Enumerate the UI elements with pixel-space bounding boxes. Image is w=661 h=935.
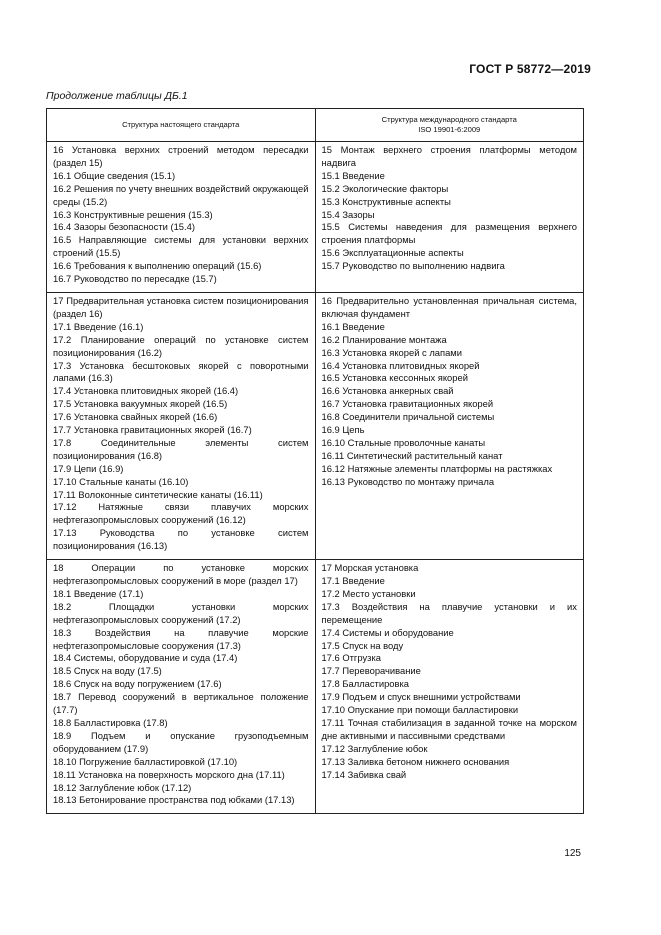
section-item: 16.2 Планирование монтажа xyxy=(321,333,447,345)
section-item: 17.9 Цепи (16.9) xyxy=(53,462,124,474)
section-item: 15.6 Эксплуатационные аспекты xyxy=(321,247,464,259)
section-item: 18.10 Погружение балластировкой (17.10) xyxy=(53,755,238,767)
section-item: 17.1 Введение (16.1) xyxy=(53,320,144,332)
section-item: 15.4 Зазоры xyxy=(321,208,375,220)
section-item: 16.5 Установка кессонных якорей xyxy=(321,372,468,384)
section-item: 16.1 Введение xyxy=(321,320,385,332)
section-item: 17.5 Установка вакуумных якорей (16.5) xyxy=(53,398,228,410)
iso-standard-cell xyxy=(315,560,584,814)
table-row xyxy=(47,292,584,559)
col1-header: Структура настоящего стандарта xyxy=(47,109,316,142)
section-item: 16.6 Установка анкерных свай xyxy=(321,385,454,397)
page-number: 125 xyxy=(564,848,581,859)
standard-code: ГОСТ Р 58772—2019 xyxy=(469,62,591,76)
section-title: 16 Установка верхних строений методом пересадки (раздел 15) xyxy=(53,144,309,168)
section-item: 16.12 Натяжные элементы платформы на растяжках xyxy=(321,462,553,474)
section-item: 18.6 Спуск на воду погружением (17.6) xyxy=(53,678,222,690)
section-item: 18.7 Перевод сооружений в вертикальное положение (17.7) xyxy=(53,691,309,716)
section-item: 17.7 Установка гравитационных якорей (16.7) xyxy=(53,424,252,436)
section-item: 17.4 Установка плитовидных якорей (16.4) xyxy=(53,385,239,397)
section-item: 17.10 Стальные канаты (16.10) xyxy=(53,475,189,487)
table-body xyxy=(47,142,584,814)
section-item: 15.2 Экологические факторы xyxy=(321,182,449,194)
section-item: 17.14 Забивка свай xyxy=(321,768,407,780)
section-item: 17.9 Подъем и спуск внешними устройствами xyxy=(321,691,521,703)
current-standard-cell xyxy=(47,292,316,559)
section-item: 16.6 Требования к выполнению операций (15.6) xyxy=(53,260,262,272)
section-item: 18.5 Спуск на воду (17.5) xyxy=(53,665,162,677)
section-item: 17.13 Заливка бетоном нижнего основания xyxy=(321,755,510,767)
section-item: 18.8 Балластировка (17.8) xyxy=(53,716,168,728)
section-item: 17.4 Системы и оборудование xyxy=(321,626,454,638)
section-item: 16.2 Решения по учету внешних воздействий окружающей среды (15.2) xyxy=(53,182,309,207)
section-item: 16.1 Общие сведения (15.1) xyxy=(53,169,176,181)
section-item: 16.9 Цепь xyxy=(321,424,365,436)
section-item: 15.5 Системы наведения для размещения верхнего строения платформы xyxy=(321,221,577,246)
section-item: 17.7 Переворачивание xyxy=(321,665,421,677)
section-item: 17.3 Установка бесштоковых якорей с поворотными лапами (16.3) xyxy=(53,359,309,384)
section-item: 17.13 Руководства по установке систем позиционирования (16.13) xyxy=(53,527,309,552)
section-item: 16.4 Установка плитовидных якорей xyxy=(321,359,480,371)
col2-header xyxy=(315,109,584,142)
section-item: 17.11 Точная стабилизация в заданной точке на морском дне активными и пассивными средствами xyxy=(321,716,577,741)
col2-header-line1: Структура международного стандарта xyxy=(381,115,517,124)
current-standard-cell xyxy=(47,142,316,293)
table-header-row xyxy=(47,109,584,142)
section-item: 18.4 Системы, оборудование и суда (17.4) xyxy=(53,652,238,664)
section-item: 18.12 Заглубление юбок (17.12) xyxy=(53,781,192,793)
section-item: 16.7 Руководство по пересадке (15.7) xyxy=(53,273,217,285)
section-item: 17.11 Волоконные синтетические канаты (16.11) xyxy=(53,488,263,500)
section-item: 16.5 Направляющие системы для установки верхних строений (15.5) xyxy=(53,234,309,259)
section-item: 17.5 Спуск на воду xyxy=(321,639,404,651)
section-item: 17.3 Воздействия на плавучие установки и их перемещение xyxy=(321,600,577,625)
section-item: 17.10 Опускание при помощи балластировки xyxy=(321,704,519,716)
section-item: 16.11 Синтетический растительный канат xyxy=(321,449,503,461)
section-title: 15 Монтаж верхнего строения платформы методом надвига xyxy=(321,144,577,168)
section-item: 15.3 Конструктивные аспекты xyxy=(321,195,451,207)
section-item: 16.10 Стальные проволочные канаты xyxy=(321,436,486,448)
section-item: 17.8 Балластировка xyxy=(321,678,410,690)
section-item: 18.13 Бетонирование пространства под юбками (17.13) xyxy=(53,794,295,806)
section-item: 18.3 Воздействия на плавучие морские нефтегазопромысловые сооружения (17.3) xyxy=(53,626,309,651)
iso-standard-cell xyxy=(315,292,584,559)
section-item: 18.9 Подъем и опускание грузоподъемным оборудованием (17.9) xyxy=(53,729,309,754)
correspondence-table xyxy=(46,108,584,814)
section-item: 17.8 Соединительные элементы систем позиционирования (16.8) xyxy=(53,436,309,461)
section-item: 16.13 Руководство по монтажу причала xyxy=(321,475,495,487)
section-item: 15.1 Введение xyxy=(321,169,385,181)
section-item: 18.2 Площадки установки морских нефтегазопромысловых сооружений (17.2) xyxy=(53,600,309,625)
section-item: 18.1 Введение (17.1) xyxy=(53,587,144,599)
section-item: 17.2 Планирование операций по установке систем позиционирования (16.2) xyxy=(53,333,309,358)
section-item: 15.7 Руководство по выполнению надвига xyxy=(321,260,505,272)
section-item: 17.6 Отгрузка xyxy=(321,652,381,664)
section-item: 18.11 Установка на поверхность морского дна (17.11) xyxy=(53,768,285,780)
section-item: 16.8 Соединители причальной системы xyxy=(321,411,495,423)
section-title: 16 Предварительно установленная причальная система, включая фундамент xyxy=(321,294,577,319)
section-title: 18 Операции по установке морских нефтегазопромысловых сооружений в море (раздел 17) xyxy=(53,562,309,586)
section-item: 17.12 Заглубление юбок xyxy=(321,742,428,754)
table-row xyxy=(47,142,584,293)
section-title: 17 Предварительная установка систем позиционирования (раздел 16) xyxy=(53,294,309,319)
table-row xyxy=(47,560,584,814)
section-item: 17.12 Натяжные связи плавучих морских нефтегазопромысловых сооружений (16.12) xyxy=(53,501,309,526)
section-item: 16.3 Конструктивные решения (15.3) xyxy=(53,208,213,220)
section-item: 16.3 Установка якорей с лапами xyxy=(321,346,462,358)
section-item: 17.1 Введение xyxy=(321,575,385,586)
section-title: 17 Морская установка xyxy=(321,562,419,574)
section-item: 17.6 Установка свайных якорей (16.6) xyxy=(53,411,218,423)
current-standard-cell xyxy=(47,560,316,814)
iso-standard-cell xyxy=(315,142,584,293)
section-item: 17.2 Место установки xyxy=(321,587,416,599)
section-item: 16.7 Установка гравитационных якорей xyxy=(321,398,494,410)
table-caption: Продолжение таблицы ДБ.1 xyxy=(46,90,188,102)
col2-header-line2: ISO 19901-6:2009 xyxy=(418,125,481,134)
section-item: 16.4 Зазоры безопасности (15.4) xyxy=(53,221,195,233)
